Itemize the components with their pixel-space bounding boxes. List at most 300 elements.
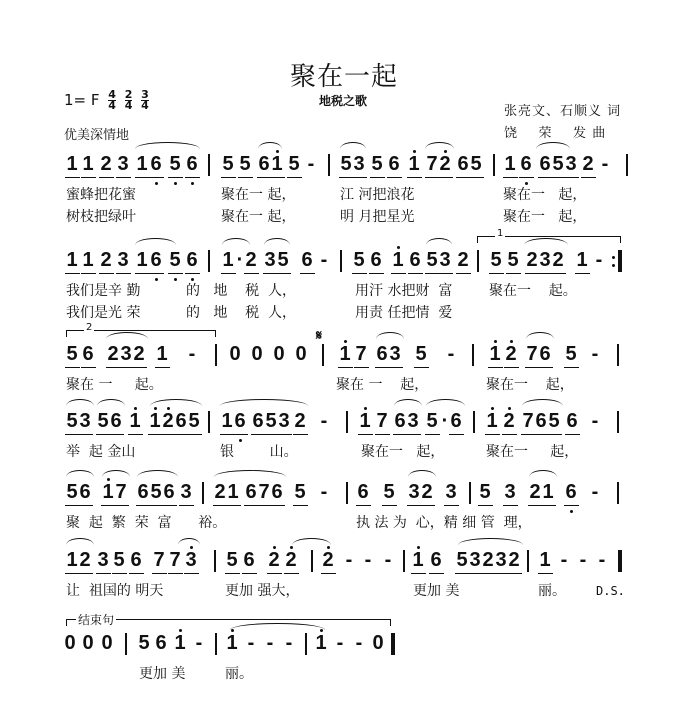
note: 5 (565, 343, 577, 365)
note: 1 (221, 410, 233, 432)
lyric-text: 用责 任把情 爱 (355, 305, 453, 321)
beam-line (185, 273, 200, 274)
note: 5 (294, 481, 306, 503)
octave-dot-above (491, 407, 494, 410)
barline (403, 550, 405, 572)
dash-extension: - (560, 549, 568, 571)
slur-tie (106, 332, 148, 339)
octave-dot-below (174, 278, 177, 281)
slur-tie (426, 399, 465, 406)
note: 1 (392, 249, 404, 271)
note: 6 (110, 410, 122, 432)
beam-line (233, 434, 248, 435)
dash-extension: - (345, 549, 353, 571)
barline (472, 344, 474, 366)
note: 6 (565, 481, 577, 503)
dash-extension: - (336, 632, 344, 654)
octave-dot-above (344, 340, 347, 343)
note: 6 (175, 410, 187, 432)
octave-dot-above (190, 546, 193, 549)
note: 1 (82, 249, 94, 271)
note: 1 (129, 410, 141, 432)
note: 5 (66, 343, 78, 365)
beam-line (504, 367, 519, 368)
beam-line (507, 573, 522, 574)
note: 1 (174, 632, 186, 654)
slur-tie (135, 238, 176, 245)
lyric-text: 明 月把星光 (340, 209, 415, 225)
note: 5 (277, 249, 289, 271)
beam-line (132, 367, 147, 368)
lyric-text: 聚在一 起， (503, 209, 587, 225)
note: 6 (566, 410, 578, 432)
ending-label: 结束句 (78, 613, 115, 627)
note: 5 (415, 343, 427, 365)
volta-label: 2 (86, 322, 93, 333)
note: 3 (469, 549, 481, 571)
lyric-text: 聚在一 起。 (489, 283, 577, 299)
beam-line (382, 505, 397, 506)
note: 6 (539, 343, 551, 365)
beam-line (168, 573, 183, 574)
beam-line (149, 177, 164, 178)
note: 5 (66, 410, 78, 432)
key-label: 1= F (64, 91, 100, 109)
note: 6 (186, 249, 198, 271)
beam-line (506, 273, 521, 274)
lyric-text: 聚在一 起， (221, 187, 296, 203)
slur-tie (340, 142, 366, 149)
note: 3 (539, 249, 551, 271)
note: 5 (507, 249, 519, 271)
octave-dot-above (413, 150, 416, 153)
final-repeat-barline (618, 250, 622, 272)
octave-dot-above (154, 407, 157, 410)
dash-extension: - (595, 249, 603, 271)
dash-extension: - (591, 481, 599, 503)
beam-line (456, 273, 471, 274)
dash-extension: - (591, 410, 599, 432)
note: 5 (169, 249, 181, 271)
beam-line (488, 367, 503, 368)
slur-tie (66, 399, 94, 406)
note: 2 (322, 549, 334, 571)
note: 5 (383, 481, 395, 503)
note: 6 (370, 249, 382, 271)
note: 5 (288, 153, 300, 175)
beam-line (352, 273, 367, 274)
beam-line (99, 273, 114, 274)
note: 6 (430, 549, 442, 571)
beam-line (109, 434, 124, 435)
note: 6 (82, 343, 94, 365)
beam-line (489, 273, 504, 274)
beam-line (338, 367, 353, 368)
note: 5 (138, 632, 150, 654)
note: 6 (163, 481, 175, 503)
beam-line (242, 573, 257, 574)
beam-line (99, 177, 114, 178)
lyric-text: 聚在一 起， (486, 444, 579, 460)
note: 2 (162, 410, 174, 432)
barline (208, 250, 210, 272)
note: 1 (102, 481, 114, 503)
dash-extension: - (320, 249, 328, 271)
beam-line (541, 505, 556, 506)
slur-tie (258, 142, 282, 149)
barline (527, 550, 529, 572)
slur-tie (66, 538, 94, 545)
beam-line (277, 434, 292, 435)
slur-tie (376, 332, 404, 339)
slur-tie (102, 470, 130, 477)
note: 1 (576, 249, 588, 271)
dash-extension: - (307, 153, 315, 175)
note: 3 (439, 249, 451, 271)
note: 2 (552, 249, 564, 271)
beam-line (185, 177, 200, 178)
dash-extension: - (591, 343, 599, 365)
lyric-text: 更加 强大， (225, 583, 300, 599)
note: 5 (426, 249, 438, 271)
beam-line (238, 177, 253, 178)
barline (493, 154, 495, 176)
beam-line (354, 367, 369, 368)
dash-extension: - (266, 632, 274, 654)
beam-line (356, 505, 371, 506)
note: 0 (64, 632, 76, 654)
beam-line (411, 573, 426, 574)
beam-line (267, 573, 282, 574)
note: 2 (529, 481, 541, 503)
note: 3 (495, 549, 507, 571)
lyric-text: 执 法 为 心，精 细 管 理， (356, 515, 532, 531)
octave-dot-above (273, 546, 276, 549)
lyric-text: 举 起 金山 (66, 444, 136, 460)
barline (305, 633, 307, 655)
note: 6 (535, 410, 547, 432)
slur-tie (214, 470, 286, 477)
beam-line (221, 177, 236, 178)
note: 7 (376, 410, 388, 432)
beam-line (116, 273, 131, 274)
note: 0 (101, 632, 113, 654)
barline (346, 482, 348, 504)
score-line-7 (0, 613, 693, 711)
note: 5 (265, 410, 277, 432)
note: 5 (169, 153, 181, 175)
dot-duration: · (236, 249, 244, 271)
note: 0 (273, 343, 285, 365)
beam-line (438, 273, 453, 274)
octave-dot-above (494, 340, 497, 343)
beam-line (564, 505, 579, 506)
note: 6 (376, 343, 388, 365)
dash-extension: - (384, 549, 392, 571)
beam-line (547, 434, 562, 435)
beam-line (503, 177, 518, 178)
beam-line (287, 177, 302, 178)
note: 2 (133, 343, 145, 365)
note: 2 (526, 249, 538, 271)
note: 1 (504, 153, 516, 175)
beam-line (276, 273, 291, 274)
beam-line (425, 434, 440, 435)
lyric-text: 丽。 (225, 666, 253, 682)
dash-extension: - (447, 343, 455, 365)
note: 3 (180, 481, 192, 503)
note: 3 (117, 153, 129, 175)
note: 6 (388, 153, 400, 175)
dash-extension: - (579, 549, 587, 571)
beam-line (387, 177, 402, 178)
lyric-text: 聚在一 起， (361, 444, 445, 460)
barline (469, 482, 471, 504)
lyric-text: 更加 美 (413, 583, 460, 599)
barline (617, 411, 619, 433)
beam-line (293, 434, 308, 435)
note: 2 (100, 153, 112, 175)
note: 6 (258, 153, 270, 175)
lyric-text: 聚在一 起， (503, 187, 587, 203)
note: 7 (526, 343, 538, 365)
dash-extension: - (285, 632, 293, 654)
beam-line (168, 177, 183, 178)
note: 0 (82, 632, 94, 654)
barline (473, 411, 475, 433)
lyric-text: 聚 起 繁 荣 富 裕。 (66, 515, 227, 531)
note: 5 (479, 481, 491, 503)
lyric-text: 丽。 (538, 583, 566, 599)
lyric-text: 的 地 税 人， (186, 283, 297, 299)
note: 5 (150, 481, 162, 503)
note: 6 (252, 410, 264, 432)
time-signature-2-4: $\frac{2}{4}$ (124, 88, 133, 112)
slur-tie (292, 538, 331, 545)
octave-dot-above (167, 407, 170, 410)
note: 2 (245, 249, 257, 271)
note: 6 (130, 549, 142, 571)
beam-line (478, 505, 493, 506)
beam-line (81, 273, 96, 274)
beam-line (114, 505, 129, 506)
note: 5 (188, 410, 200, 432)
note: 5 (97, 410, 109, 432)
beam-line (244, 273, 259, 274)
note: 2 (100, 249, 112, 271)
slur-tie (97, 399, 125, 406)
slur-tie (137, 470, 178, 477)
beam-line (155, 367, 170, 368)
slur-tie (394, 399, 422, 406)
lyric-text: 树枝把绿叶 (66, 209, 136, 225)
note: 5 (552, 153, 564, 175)
beam-line (293, 505, 308, 506)
note: 1 (339, 343, 351, 365)
barline (346, 411, 348, 433)
note: 3 (79, 410, 91, 432)
beam-line (321, 573, 336, 574)
note: 5 (490, 249, 502, 271)
note: 7 (355, 343, 367, 365)
note: 5 (548, 410, 560, 432)
beam-line (78, 434, 93, 435)
note: 2 (505, 343, 517, 365)
beam-line (420, 505, 435, 506)
note: 5 (66, 481, 78, 503)
beam-line (369, 273, 384, 274)
key-signature (64, 90, 149, 111)
slur-tie (220, 399, 308, 406)
slur-tie (178, 538, 200, 545)
note: 2 (482, 549, 494, 571)
barline (626, 154, 628, 176)
note: 5 (239, 153, 251, 175)
note: 7 (258, 481, 270, 503)
note: 6 (243, 549, 255, 571)
beam-line (65, 367, 80, 368)
beam-line (444, 505, 459, 506)
beam-line (449, 434, 464, 435)
note: 6 (357, 481, 369, 503)
note: 6 (234, 410, 246, 432)
note: 1 (226, 632, 238, 654)
note: 1 (489, 343, 501, 365)
beam-line (575, 273, 590, 274)
note: 1 (82, 153, 94, 175)
note: 6 (137, 481, 149, 503)
note: 1 (66, 153, 78, 175)
dot-duration: · (441, 410, 449, 432)
slur-tie (458, 538, 523, 545)
slur-tie (536, 142, 570, 149)
beam-line (565, 434, 580, 435)
beam-line (225, 573, 240, 574)
beam-line (564, 177, 579, 178)
octave-dot-above (444, 150, 447, 153)
note: 2 (457, 249, 469, 271)
lyric-text: 聚在一 起， (486, 377, 574, 393)
beam-line (129, 573, 144, 574)
beam-line (485, 434, 500, 435)
octave-dot-below (155, 182, 158, 185)
song-subtitle: 地税之歌 (319, 94, 368, 108)
lyric-text: 蜜蜂把花蜜 (66, 187, 136, 203)
note: 5 (371, 153, 383, 175)
segno-icon: 𝄋 (316, 328, 323, 344)
beam-line (65, 177, 80, 178)
note: 5 (353, 249, 365, 271)
beam-line (78, 573, 93, 574)
beam-line (149, 273, 164, 274)
beam-line (152, 573, 167, 574)
note: 2 (294, 410, 306, 432)
score-line-4 (0, 409, 693, 489)
note: 5 (470, 153, 482, 175)
note: 2 (268, 549, 280, 571)
beam-line (438, 177, 453, 178)
beam-line (519, 177, 534, 178)
dash-extension: - (247, 632, 255, 654)
barline (208, 154, 210, 176)
note: 0 (372, 632, 384, 654)
beam-line (551, 273, 566, 274)
slur-tie (135, 142, 200, 149)
note: 3 (278, 410, 290, 432)
note: 6 (301, 249, 313, 271)
note: 3 (264, 249, 276, 271)
octave-dot-below (570, 510, 573, 513)
octave-dot-above (290, 546, 293, 549)
time-signature-4-4: $\frac{4}{4}$ (108, 88, 116, 112)
note: 2 (214, 481, 226, 503)
lyric-text: 更加 美 (139, 666, 186, 682)
beam-line (270, 177, 285, 178)
note: 7 (169, 549, 181, 571)
beam-line (78, 505, 93, 506)
note: 3 (504, 481, 516, 503)
barline (340, 250, 342, 272)
beam-line (408, 273, 423, 274)
note: 7 (115, 481, 127, 503)
note: 1 (539, 549, 551, 571)
note: 3 (389, 343, 401, 365)
barline (311, 550, 313, 572)
composer-credit: 饶 荣 发 曲 (504, 126, 607, 141)
dash-extension: - (355, 632, 363, 654)
beam-line (179, 505, 194, 506)
barline (208, 411, 210, 433)
note: 1 (486, 410, 498, 432)
note: 6 (186, 153, 198, 175)
beam-line (352, 177, 367, 178)
beam-line (407, 177, 422, 178)
beam-line (65, 273, 80, 274)
lyric-text: 用汗 水把财 富 (355, 283, 453, 299)
note: 6 (520, 153, 532, 175)
beam-line (184, 573, 199, 574)
note: 1 (156, 343, 168, 365)
slur-tie (408, 470, 436, 477)
note: 1 (271, 153, 283, 175)
note: 6 (79, 481, 91, 503)
note: 6 (539, 153, 551, 175)
slur-tie (150, 399, 202, 406)
octave-dot-above (397, 246, 400, 249)
ds-marking: D.S. (596, 584, 625, 598)
beam-line (358, 434, 373, 435)
barline (125, 633, 127, 655)
beam-line (429, 573, 444, 574)
dash-extension: - (364, 549, 372, 571)
dash-extension: - (320, 481, 328, 503)
note: 0 (295, 343, 307, 365)
note: 1 (136, 153, 148, 175)
note: 2 (582, 153, 594, 175)
note: 3 (117, 249, 129, 271)
note: 3 (97, 549, 109, 571)
lyric-text: 银 山。 (220, 444, 298, 460)
beam-line (221, 273, 236, 274)
beam-line (284, 573, 299, 574)
beam-line (135, 273, 150, 274)
octave-dot-below (155, 278, 158, 281)
beam-line (581, 177, 596, 178)
barline (214, 550, 216, 572)
note: 1 (66, 249, 78, 271)
note: 6 (155, 632, 167, 654)
beam-line (135, 177, 150, 178)
